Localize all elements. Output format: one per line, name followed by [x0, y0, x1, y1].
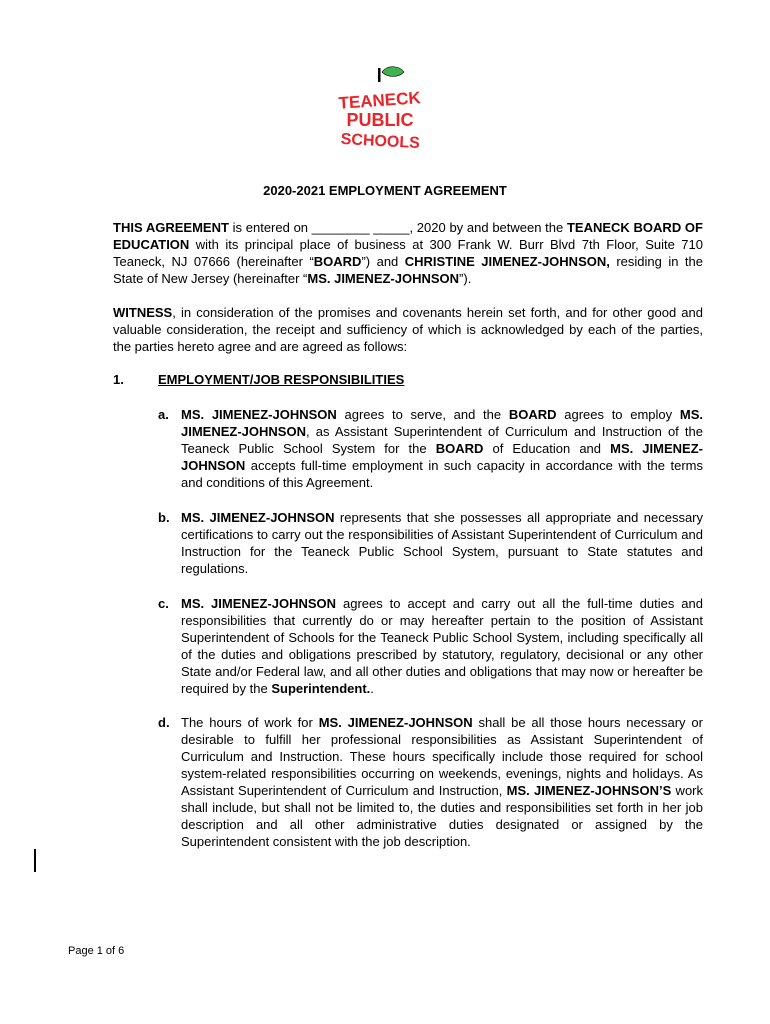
intro-text-1: is entered on ________ _____, 2020 by and between the — [228, 220, 567, 235]
d-text-2: shall be all those hours necessary or desirable to fulfill her professional responsibilities as Assistant Superintendent of Curriculum and Instruction. These hours specifically include those required for school system-related responsibilities occurring on weekends, evenings, nights and holidays. As Assistant Superintendent of Curriculum and Instruction, — [181, 715, 703, 798]
board-short: BOARD — [313, 254, 362, 269]
page-footer: Page 1 of 6 — [68, 945, 125, 957]
logo-line-1: TEANECK — [338, 88, 422, 113]
d-bold-1: MS. JIMENEZ-JOHNSON — [318, 715, 473, 730]
apple-leaf — [382, 67, 404, 77]
item-marker-d: d. — [158, 715, 170, 730]
teaneck-apple-logo — [338, 62, 422, 162]
a-bold-4: BOARD — [435, 441, 484, 456]
b-text-1: represents that she possesses all appropriate and necessary certifications to carry out the responsibilities of Assistant Superintendent of Curriculum and Instruction for the Teaneck Public School System, pursuant to State statutes and regulations. — [181, 510, 704, 576]
a-text-3: , as Assistant Superintendent of Curriculum and Instruction of the Teaneck Public School System for the — [181, 424, 703, 456]
intro-text-5: ”). — [459, 271, 472, 286]
employee-name: CHRISTINE JIMENEZ-JOHNSON, — [404, 254, 610, 269]
c-text-2: . — [370, 681, 374, 696]
item-marker-b: b. — [158, 510, 170, 525]
witness-paragraph — [113, 304, 703, 355]
logo-line-2: PUBLIC — [346, 110, 414, 130]
a-text-1: agrees to serve, and the — [336, 407, 509, 422]
intro-text-2: with its principal place of business at 300 Frank W. Burr Blvd 7th Floor, Suite 710 Teaneck, NJ 07666 (hereinafter “ — [113, 237, 703, 269]
list-item-c — [158, 595, 703, 697]
intro-text-4: residing in the State of New Jersey (hereinafter “ — [113, 254, 703, 286]
list-item-b — [158, 509, 703, 577]
section-title: EMPLOYMENT/JOB RESPONSIBILITIES — [158, 372, 405, 387]
witness-label: WITNESS — [113, 305, 173, 320]
intro-text-3: ”) and — [361, 254, 405, 269]
b-bold-1: MS. JIMENEZ-JOHNSON — [181, 510, 335, 525]
this-agreement-label: THIS AGREEMENT — [113, 220, 229, 235]
c-bold-2: Superintendent. — [271, 681, 371, 696]
revision-bar — [34, 849, 36, 872]
board-name: TEANECK BOARD OF EDUCATION — [113, 220, 703, 252]
a-text-5: accepts full-time employment in such capacity in accordance with the terms and conditions of this Agreement. — [181, 458, 703, 490]
employee-short: MS. JIMENEZ-JOHNSON — [307, 271, 460, 286]
apple-stem — [378, 68, 381, 82]
section-number: 1. — [113, 372, 124, 387]
d-text-1: The hours of work for — [181, 715, 319, 730]
a-bold-1: MS. JIMENEZ-JOHNSON — [181, 407, 337, 422]
c-bold-1: MS. JIMENEZ-JOHNSON — [181, 596, 337, 611]
a-bold-2: BOARD — [508, 407, 557, 422]
item-marker-a: a. — [158, 407, 169, 422]
logo-line-3: SCHOOLS — [340, 130, 421, 153]
list-item-d — [158, 714, 703, 850]
a-text-2: agrees to employ — [556, 407, 680, 422]
c-text-1: agrees to accept and carry out all the full-time duties and responsibilities that currently do or may hereafter pertain to the position of Assistant Superintendent of Schools for the Teaneck Public School System, including specifically all of the duties and obligations prescribed by statutory, regulatory, decisional or any other State and/or Federal law, and all other duties and obligations that may now or hereafter be required by the — [181, 596, 703, 696]
a-text-4: of Education and — [483, 441, 611, 456]
witness-text: , in consideration of the promises and covenants herein set forth, and for other good and valuable consideration, the receipt and sufficiency of which is acknowledged by each of the parties, the parties hereto agree and are agreed as follows: — [113, 305, 703, 354]
d-text-3: work shall include, but shall not be limited to, the duties and responsibilities set forth in her job description and all other administrative duties designated or assigned by the Superintendent consistent with the job description. — [181, 783, 704, 849]
item-marker-c: c. — [158, 596, 169, 611]
list-item-a — [158, 406, 703, 491]
d-bold-2: MS. JIMENEZ-JOHNSON’S — [506, 783, 672, 798]
a-bold-3: MS. JIMENEZ-JOHNSON — [181, 407, 703, 439]
intro-paragraph — [113, 219, 703, 287]
agreement-title: 2020-2021 EMPLOYMENT AGREEMENT — [263, 183, 507, 198]
a-bold-5: MS. JIMENEZ-JOHNSON — [181, 441, 703, 473]
